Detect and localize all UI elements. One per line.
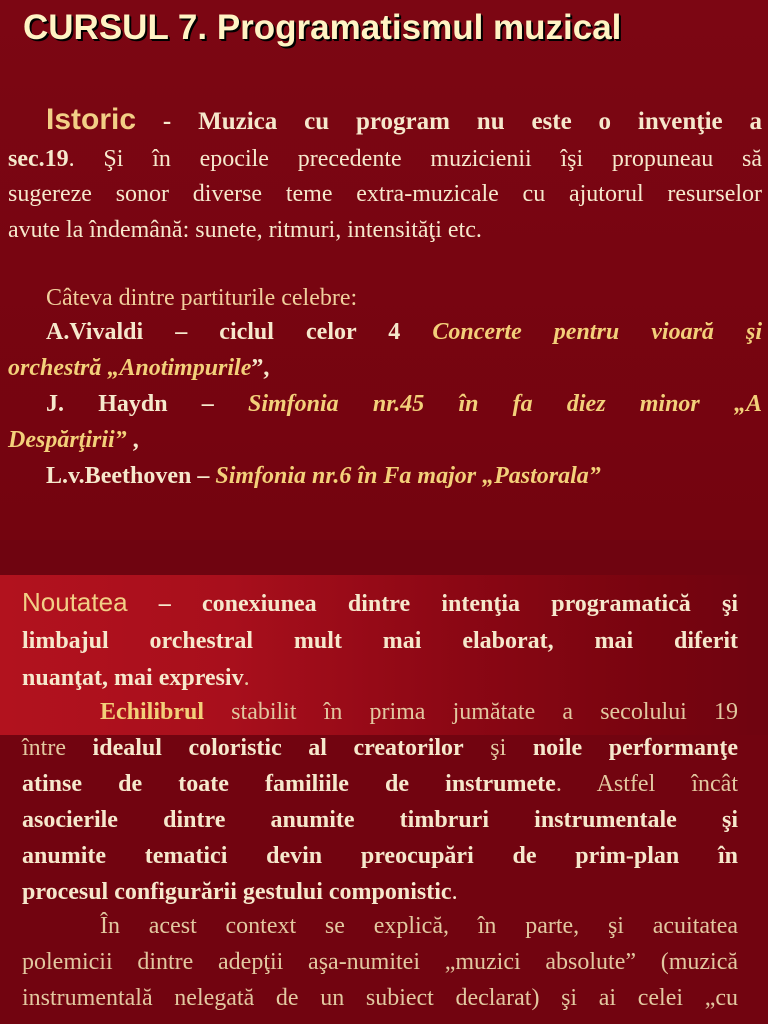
haydn-line-2: Despărţirii” , — [8, 427, 139, 453]
scores-intro: Câteva dintre partiturile celebre: — [46, 285, 358, 311]
echilibrul-section — [22, 694, 738, 910]
istoric-line-1: Istoric - Muzica cu program nu este o invenţie a — [46, 103, 763, 136]
istoric-label: Istoric — [46, 103, 137, 136]
vivaldi-line-1: A.Vivaldi – ciclul celor 4 Concerte pentru vioară şi — [46, 319, 763, 345]
echilibrul-line-3: atinse de toate familiile de instrumete. Astfel încât — [22, 771, 739, 797]
context-section — [22, 908, 738, 1016]
context-line-2: polemicii dintre adepţii aşa-numitei „muzici absolute” (muzică — [22, 949, 738, 975]
echilibrul-line-2: între idealul coloristic al creatorilor şi noile performanţe — [22, 735, 739, 761]
noutatea-line-3: nuanţat, mai expresiv. — [22, 665, 250, 691]
page-title: CURSUL 7. Programatismul muzical — [23, 8, 622, 47]
haydn-line-1: J. Haydn – Simfonia nr.45 în fa diez minor „A — [46, 391, 762, 417]
istoric-line-4: avute la îndemână: sunete, ritmuri, intensităţi etc. — [8, 217, 482, 243]
context-line-3: instrumentală nelegată de un subiect declarat) şi ai celei „cu — [22, 985, 738, 1011]
noutatea-label: Noutatea — [22, 587, 128, 617]
noutatea-line-2: limbajul orchestral mult mai elaborat, mai diferit — [22, 628, 738, 654]
echilibrul-line-4: asocierile dintre anumite timbruri instrumentale şi — [22, 807, 738, 833]
vivaldi-line-2: orchestră „Anotimpurile”, — [8, 355, 270, 381]
echilibrul-line-6: procesul configurării gestului componistic. — [22, 879, 458, 905]
istoric-line-3: sugereze sonor diverse teme extra-muzicale cu ajutorul resurselor — [8, 181, 762, 207]
istoric-line-2: sec.19. Şi în epocile precedente muzicienii îşi propuneau să — [8, 146, 762, 172]
context-line-1: În acest context se explică, în parte, şi acuitatea — [100, 913, 738, 939]
echilibrul-line-5: anumite tematici devin preocupări de prim-plan în — [22, 843, 738, 869]
scores-section — [8, 282, 762, 494]
beethoven-line: L.v.Beethoven – Simfonia nr.6 în Fa major „Pastorala” — [46, 463, 601, 489]
istoric-section — [8, 100, 762, 248]
echilibrul-line-1: Echilibrul stabilit în prima jumătate a secolului 19 — [100, 699, 738, 725]
noutatea-line-1: Noutatea – conexiunea dintre intenţia programatică şi — [22, 587, 738, 617]
noutatea-section — [22, 584, 738, 696]
